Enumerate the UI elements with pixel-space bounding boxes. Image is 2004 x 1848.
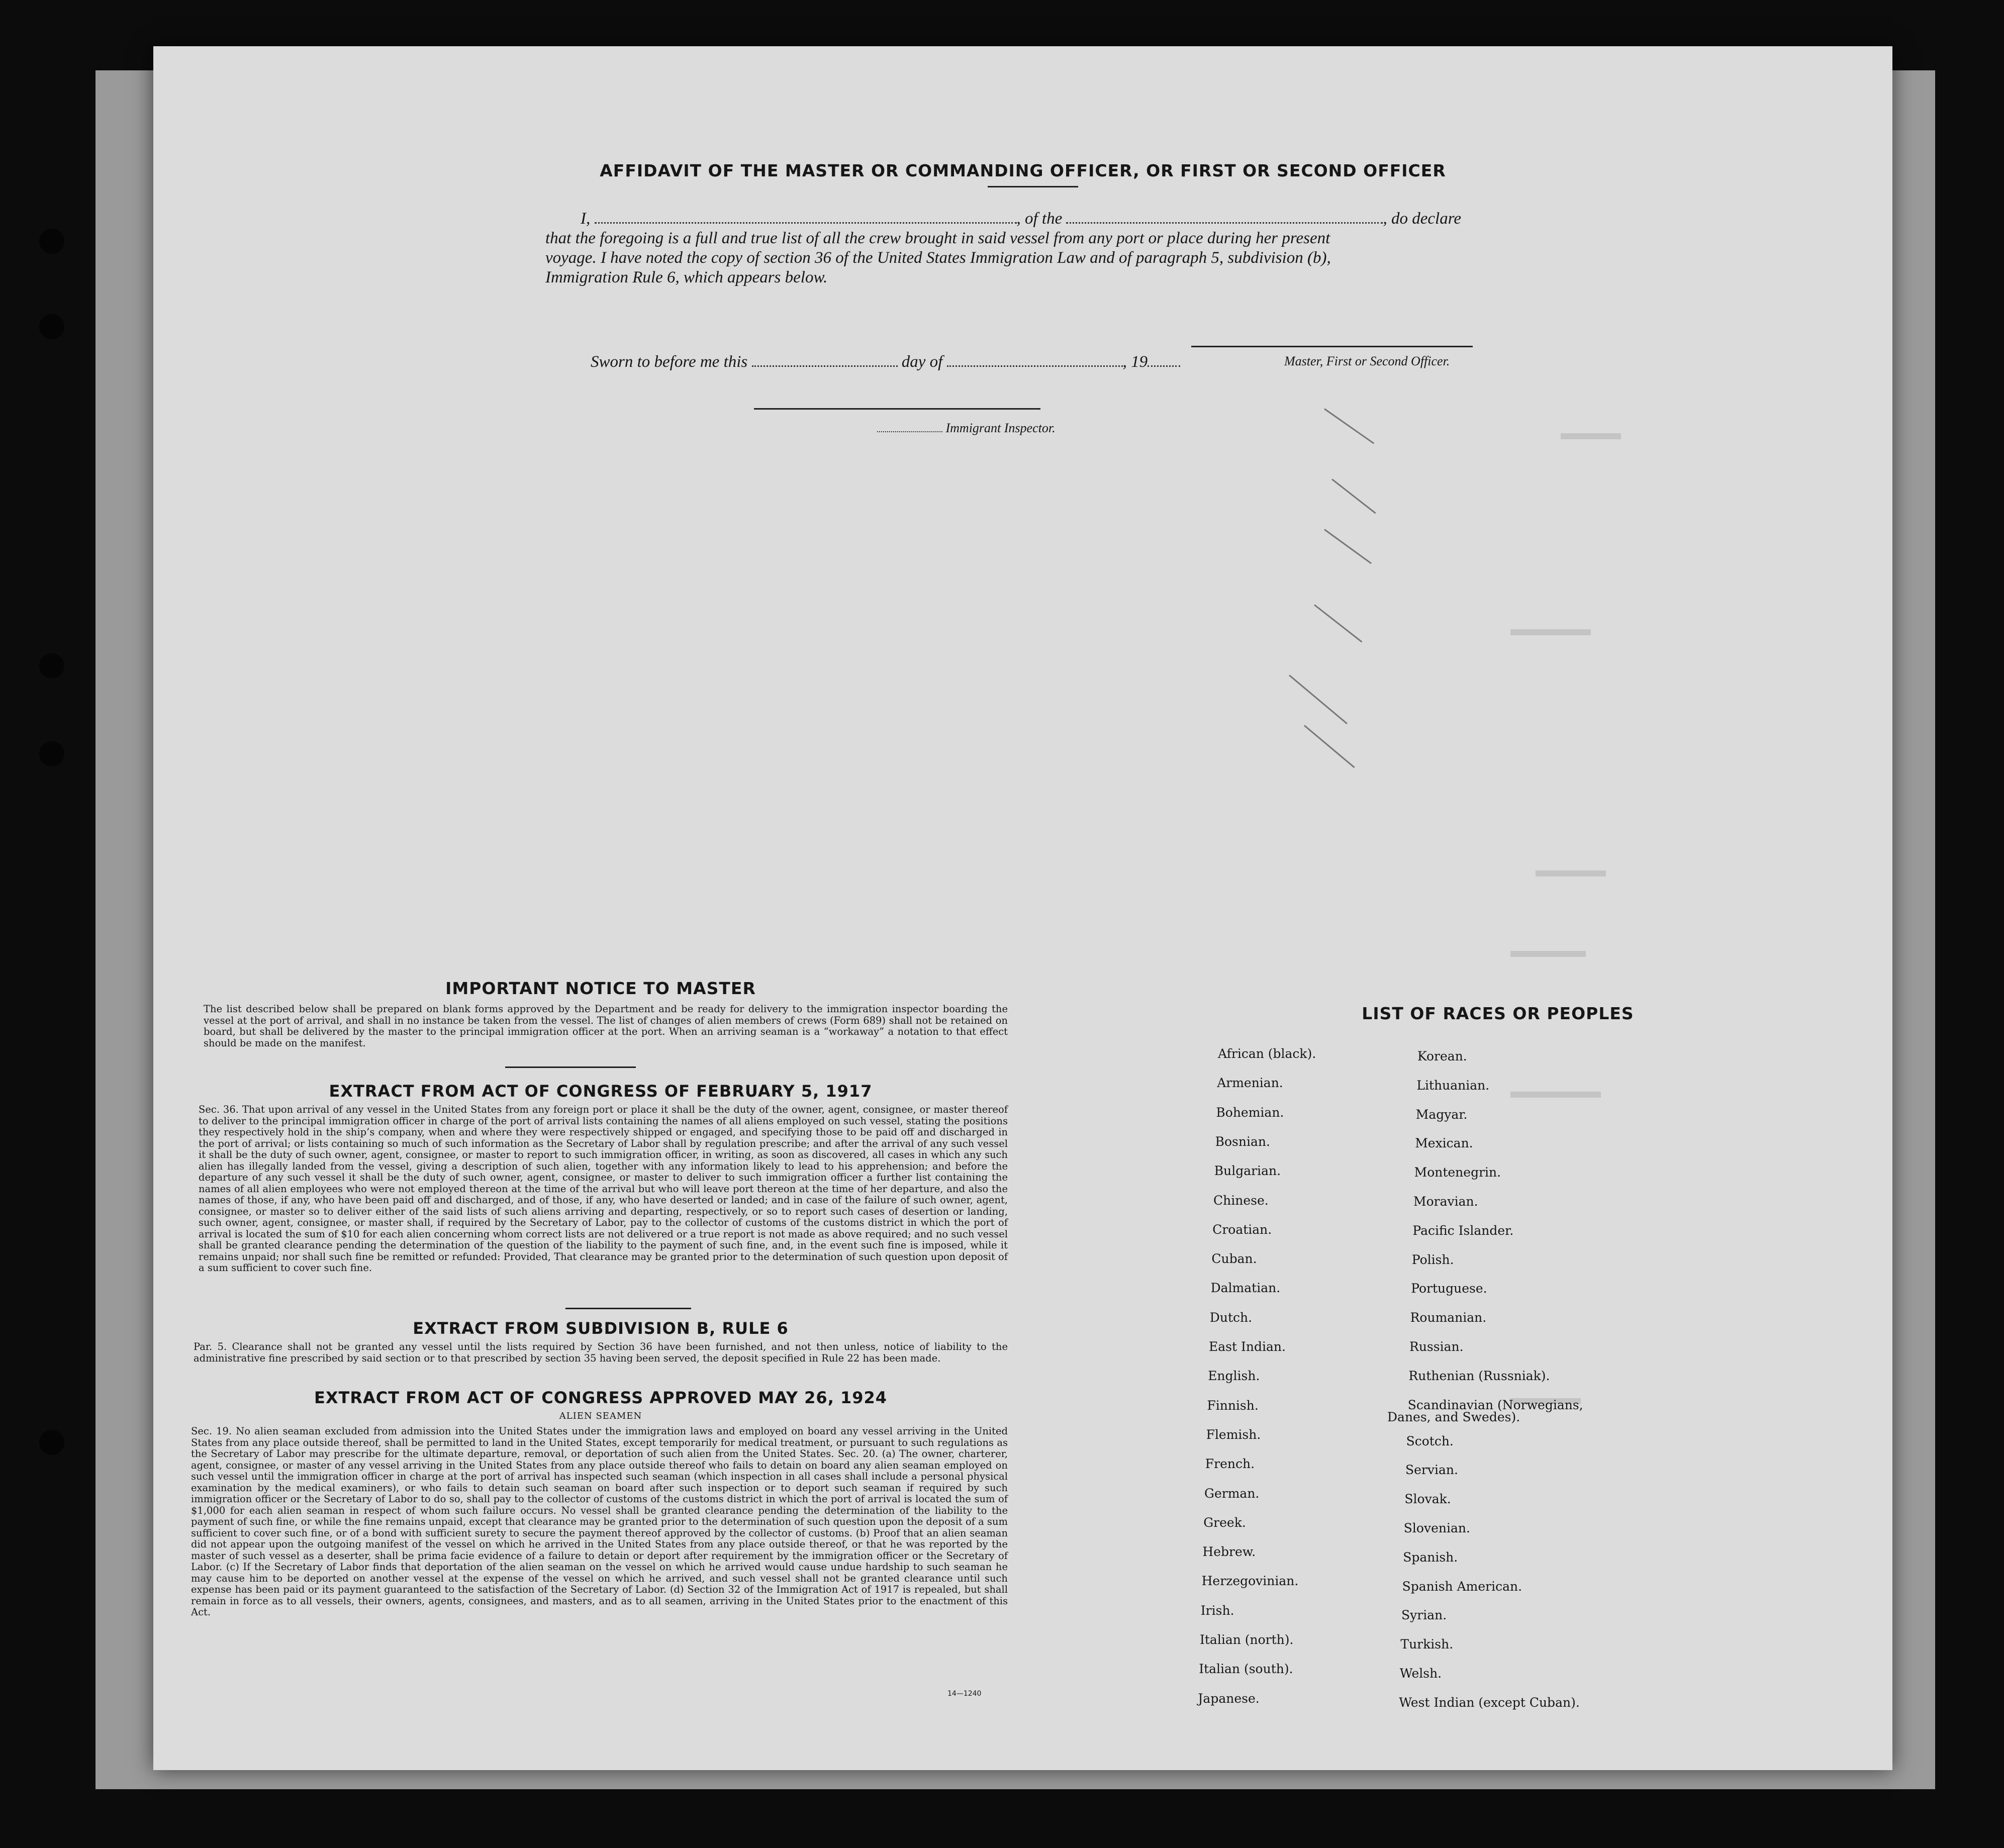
inspector-label: Immigrant Inspector. — [877, 421, 1056, 436]
race-item: Bohemian. — [1216, 1105, 1284, 1120]
race-item: Japanese. — [1198, 1691, 1260, 1706]
race-item: Armenian. — [1217, 1076, 1283, 1091]
form-number: 14—1240 — [947, 1690, 982, 1698]
check-mark — [1304, 725, 1355, 768]
race-item: Cuban. — [1211, 1251, 1257, 1267]
race-item: Slovak. — [1404, 1492, 1451, 1507]
subdivision-title: EXTRACT FROM SUBDIVISION B, RULE 6 — [413, 1319, 789, 1338]
bleed-through-text — [1510, 1092, 1601, 1098]
race-item: Dutch. — [1209, 1310, 1253, 1325]
bleed-through-text — [1561, 433, 1621, 439]
race-item: Korean. — [1417, 1049, 1467, 1063]
binder-hole — [39, 653, 64, 678]
race-item: Pacific Islander. — [1412, 1223, 1514, 1238]
race-item: Dalmatian. — [1210, 1281, 1281, 1296]
bleed-through-text — [1510, 629, 1591, 635]
check-mark — [1324, 529, 1372, 564]
race-item: Croatian. — [1212, 1222, 1272, 1237]
race-item: Bulgarian. — [1214, 1163, 1281, 1179]
declaration-line-4: Immigration Rule 6, which appears below. — [545, 268, 828, 286]
race-item: Herzegovinian. — [1201, 1574, 1299, 1589]
race-item: Polish. — [1411, 1252, 1454, 1267]
affidavit-page — [153, 46, 1892, 1770]
race-item: French. — [1205, 1456, 1255, 1472]
race-item: Ruthenian (Russniak). — [1408, 1368, 1550, 1383]
notice-text: The list described below shall be prepared on blank forms approved by the Department and be ready for delivery to the immigration inspector boarding the vessel at the port of arrival, and shall in no instance be taken from the vessel. The list of changes of alien members of crews (Form 689) shall not be retained on board, but shall be delivered by the master to the principal immigration officer at the port. When an arriving seaman is a “workaway” a notation to that effect should be made on the manifest. — [204, 1003, 1008, 1049]
extract-1917-divider — [565, 1308, 691, 1309]
race-item: Russian. — [1409, 1339, 1464, 1354]
race-item: Italian (north). — [1200, 1632, 1294, 1647]
extract-1924-title: EXTRACT FROM ACT OF CONGRESS APPROVED MAY 26, 1924 — [314, 1388, 888, 1407]
race-item: Scandinavian (Norwegians, — [1407, 1397, 1583, 1412]
check-mark — [1314, 604, 1362, 642]
vessel-blank[interactable] — [1066, 222, 1383, 224]
race-item: Syrian. — [1401, 1608, 1447, 1623]
alien-seamen-subtitle: ALIEN SEAMEN — [559, 1411, 642, 1421]
race-item: Spanish American. — [1402, 1579, 1522, 1594]
sworn-line: Sworn to before me this day of , 19 — [591, 353, 1180, 371]
races-title: LIST OF RACES OR PEOPLES — [1362, 1004, 1634, 1023]
race-item: Italian (south). — [1199, 1662, 1293, 1677]
binder-hole — [39, 314, 64, 339]
month-blank[interactable] — [947, 365, 1123, 367]
race-item: Turkish. — [1400, 1637, 1454, 1652]
notice-title: IMPORTANT NOTICE TO MASTER — [445, 979, 756, 998]
race-item: Servian. — [1405, 1463, 1458, 1478]
declaration-line-2: that the foregoing is a full and true list of all the crew brought in said vessel from any port or place during her present — [545, 229, 1330, 247]
race-item: Bosnian. — [1215, 1134, 1270, 1149]
inspector-signature-line[interactable] — [754, 408, 1040, 410]
race-item: Magyar. — [1415, 1107, 1468, 1122]
affidavit-title: AFFIDAVIT OF THE MASTER OR COMMANDING OFFICER, OR FIRST OR SECOND OFFICER — [600, 161, 1446, 180]
check-mark — [1289, 674, 1348, 724]
extract-1917-title: EXTRACT FROM ACT OF CONGRESS OF FEBRUARY 5, 1917 — [329, 1082, 873, 1101]
race-item: Slovenian. — [1403, 1521, 1470, 1535]
check-mark — [1324, 408, 1374, 444]
binder-hole — [39, 741, 64, 766]
check-mark — [1331, 478, 1376, 514]
year-blank[interactable] — [1148, 365, 1180, 367]
binder-hole — [39, 229, 64, 254]
race-item: Lithuanian. — [1416, 1078, 1490, 1093]
race-item: East Indian. — [1209, 1339, 1286, 1354]
extract-1924-text: Sec. 19. No alien seaman excluded from admission into the United States under the immigration laws and employed on board any vessel arriving in the United States from any place outside thereof, shall be permitted to land in the United States, except temporarily for medical treatment, or pursuant to such regulations as the Secretary of Labor may prescribe for the ultimate departure, removal, or deportation of such alien from the United States. Sec. 20. (a) The owner, charterer, agent, consignee, or master of any vessel arriving in the United States from any place outside thereof who fails to detain on board any alien seaman employed on such vessel until the immigration officer in charge at the port of arrival has inspected such seaman (which inspection in all cases shall include a personal physical examination by the medical examiners), or who fails to detain such seaman on board after such inspection or to deport such seaman if required by such immigration officer or the Secretary of Labor to do so, shall pay to the collector of customs of the customs district in which the port of arrival is located the sum of $1,000 for each alien seaman in respect of whom such failure occurs. No vessel shall be granted clearance pending the determination of the liability to the payment of such fine, or while the fine remains unpaid, except that clearance may be granted prior to the determination of such question upon the deposit of a sum sufficient to cover such fine, or of a bond with sufficient surety to secure the payment thereof approved by the collector of customs. (b) Proof that an alien seaman did not appear upon the outgoing manifest of the vessel on which he arrived in the United States from any place outside thereof, or that he was reported by the master of such vessel as a deserter, shall be prima facie evidence of a failure to detain or deport after requirement by the immigration officer or the Secretary of Labor. (c) If the Secretary of Labor finds that deportation of the alien seaman on the vessel on which he arrived would cause undue hardship to such seaman he may cause him to be deported on another vessel at the expense of the vessel on which he arrived, and such vessel shall not be granted clearance until such expense has been paid or its payment guaranteed to the satisfaction of the Secretary of Labor. (d) Section 32 of the Immigration Act of 1917 is repealed, but shall remain in force as to all vessels, their owners, agents, consignees, and masters, and as to all seamen, arriving in the United States prior to the enactment of this Act. — [191, 1425, 1008, 1618]
race-item: Montenegrin. — [1414, 1165, 1501, 1180]
race-item: African (black). — [1218, 1046, 1316, 1061]
subdivision-text: Par. 5. Clearance shall not be granted any vessel until the lists required by Section 36 have been furnished, and not then unless, notice of liability to the administrative fine prescribed by said section or to that prescribed by section 35 having been served, the deposit specified in Rule 22 has been made. — [194, 1341, 1008, 1364]
race-item: Hebrew. — [1202, 1544, 1256, 1560]
race-item: Greek. — [1203, 1515, 1246, 1530]
title-divider — [988, 186, 1078, 187]
day-blank[interactable] — [752, 365, 898, 367]
notice-divider — [505, 1066, 636, 1068]
master-signature-label: Master, First or Second Officer. — [1284, 354, 1450, 368]
race-item: Finnish. — [1207, 1398, 1259, 1413]
race-item: English. — [1208, 1369, 1260, 1384]
race-item: Portuguese. — [1411, 1281, 1487, 1296]
name-blank[interactable] — [595, 222, 1017, 224]
race-item: West Indian (except Cuban). — [1399, 1695, 1580, 1710]
extract-1917-text: Sec. 36. That upon arrival of any vessel in the United States from any foreign port or place it shall be the duty of the owner, agent, consignee, or master thereof to deliver to the principal immigration officer in charge of the port of arrival lists containing the names of all aliens employed on such vessel, stating the positions they respectively hold in the ship’s company, when and where they were respectively shipped or engaged, and specifying those to be paid off and discharged in the port of arrival; or lists containing so much of such information as the Secretary of Labor shall by regulation prescribe; and after the arrival of any such vessel it shall be the duty of such owner, agent, consignee, or master to report to such immigration officer, in writing, as soon as discovered, all cases in which any such alien has illegally landed from the vessel, giving a description of such alien, together with any information likely to lead to his apprehension; and before the departure of any such vessel it shall be the duty of such owner, agent, consignee, or master to deliver to such immigration officer a further list containing the names of all alien employees who were not employed thereon at the time of the arrival but who will leave port thereon at the time of her departure, and also the names of those, if any, who have been paid off and discharged, and of those, if any, who have deserted or landed; and in case of the failure of such owner, agent, consignee, or master so to deliver either of the said lists of such aliens arriving and departing, respectively, or so to report such cases of desertion or landing, such owner, agent, consignee, or master shall, if required by the Secretary of Labor, pay to the collector of customs of the customs district in which the port of arrival is located the sum of $10 for each alien concerning whom correct lists are not delivered or a true report is not made as above required; and no such vessel shall be granted clearance pending the determination of the question of the liability to the payment of such fine, and, in the event such fine is imposed, while it remains unpaid; nor shall such fine be remitted or refunded: Provided, That clearance may be granted prior to the determination of such question upon deposit of a sum sufficient to cover such fine. — [199, 1104, 1008, 1274]
race-item: Moravian. — [1413, 1194, 1478, 1209]
race-item: Welsh. — [1399, 1666, 1442, 1681]
bleed-through-text — [1536, 870, 1606, 877]
race-item: Chinese. — [1213, 1193, 1269, 1208]
race-item: Scotch. — [1406, 1433, 1454, 1448]
binder-hole — [39, 1430, 64, 1455]
race-item: German. — [1204, 1486, 1260, 1501]
declaration-line-1: I, , of the , do declare — [581, 210, 1461, 228]
race-item: Roumanian. — [1410, 1310, 1487, 1325]
declaration-line-3: voyage. I have noted the copy of section 36 of the United States Immigration Law and of paragraph 5, subdivision (b), — [545, 249, 1331, 267]
race-item: Danes, and Swedes). — [1387, 1409, 1520, 1424]
master-signature-line[interactable] — [1191, 346, 1473, 347]
race-item: Flemish. — [1206, 1427, 1261, 1442]
race-item: Irish. — [1200, 1603, 1234, 1618]
race-item: Spanish. — [1403, 1549, 1458, 1565]
race-item: Mexican. — [1415, 1136, 1473, 1151]
bleed-through-text — [1510, 951, 1586, 957]
